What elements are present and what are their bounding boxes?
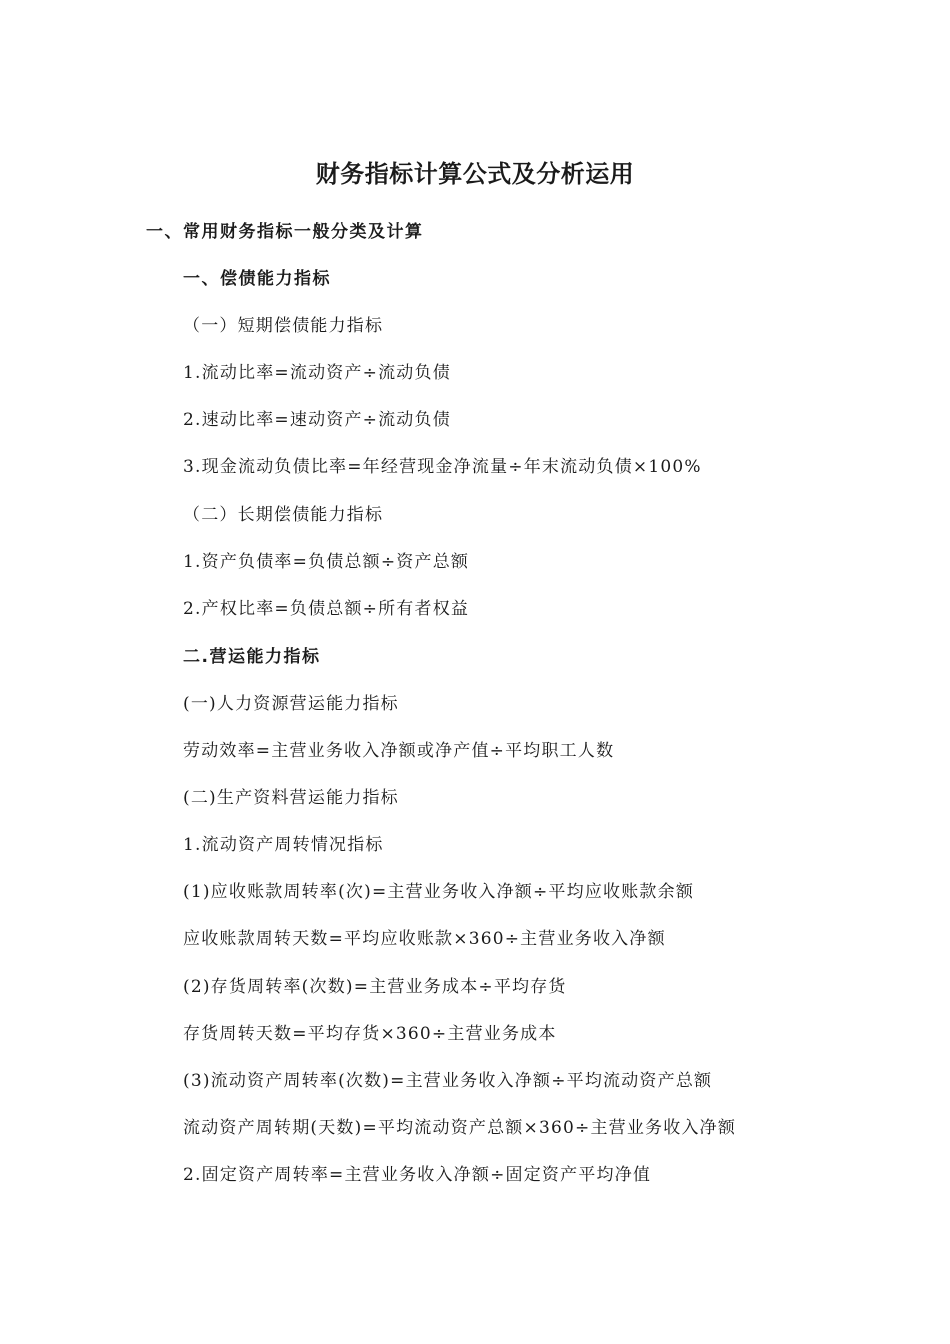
paragraph-line: （一）短期偿债能力指标 bbox=[183, 316, 384, 336]
paragraph-line: 存货周转天数=平均存货×360÷主营业务成本 bbox=[183, 1024, 557, 1044]
paragraph-line: (2)存货周转率(次数)=主营业务成本÷平均存货 bbox=[183, 977, 567, 997]
paragraph-line: (一)人力资源营运能力指标 bbox=[183, 694, 399, 714]
paragraph-line: 1.流动资产周转情况指标 bbox=[183, 835, 384, 855]
paragraph-line: 劳动效率=主营业务收入净额或净产值÷平均职工人数 bbox=[183, 741, 615, 761]
paragraph-line: 2.产权比率=负债总额÷所有者权益 bbox=[183, 599, 470, 619]
document-title: 财务指标计算公式及分析运用 bbox=[315, 160, 635, 188]
paragraph-line: 2.固定资产周转率=主营业务收入净额÷固定资产平均净值 bbox=[183, 1165, 652, 1185]
paragraph-line: 1.流动比率=流动资产÷流动负债 bbox=[183, 363, 451, 383]
paragraph-line: 流动资产周转期(天数)=平均流动资产总额×360÷主营业务收入净额 bbox=[183, 1118, 737, 1138]
paragraph-line: 1.资产负债率=负债总额÷资产总额 bbox=[183, 552, 470, 572]
paragraph-line: (3)流动资产周转率(次数)=主营业务收入净额÷平均流动资产总额 bbox=[183, 1071, 713, 1091]
paragraph-line: （二）长期偿债能力指标 bbox=[183, 505, 384, 525]
subsection-heading-solvency: 一、偿债能力指标 bbox=[183, 269, 331, 289]
subsection-heading-operating: 二.营运能力指标 bbox=[183, 647, 321, 667]
paragraph-line: 应收账款周转天数=平均应收账款×360÷主营业务收入净额 bbox=[183, 929, 666, 949]
section-heading-1: 一、常用财务指标一般分类及计算 bbox=[146, 222, 424, 242]
paragraph-line: 2.速动比率=速动资产÷流动负债 bbox=[183, 410, 451, 430]
paragraph-line: (二)生产资料营运能力指标 bbox=[183, 788, 399, 808]
paragraph-line: (1)应收账款周转率(次)=主营业务收入净额÷平均应收账款余额 bbox=[183, 882, 695, 902]
paragraph-line: 3.现金流动负债比率=年经营现金净流量÷年末流动负债×100% bbox=[183, 457, 702, 477]
